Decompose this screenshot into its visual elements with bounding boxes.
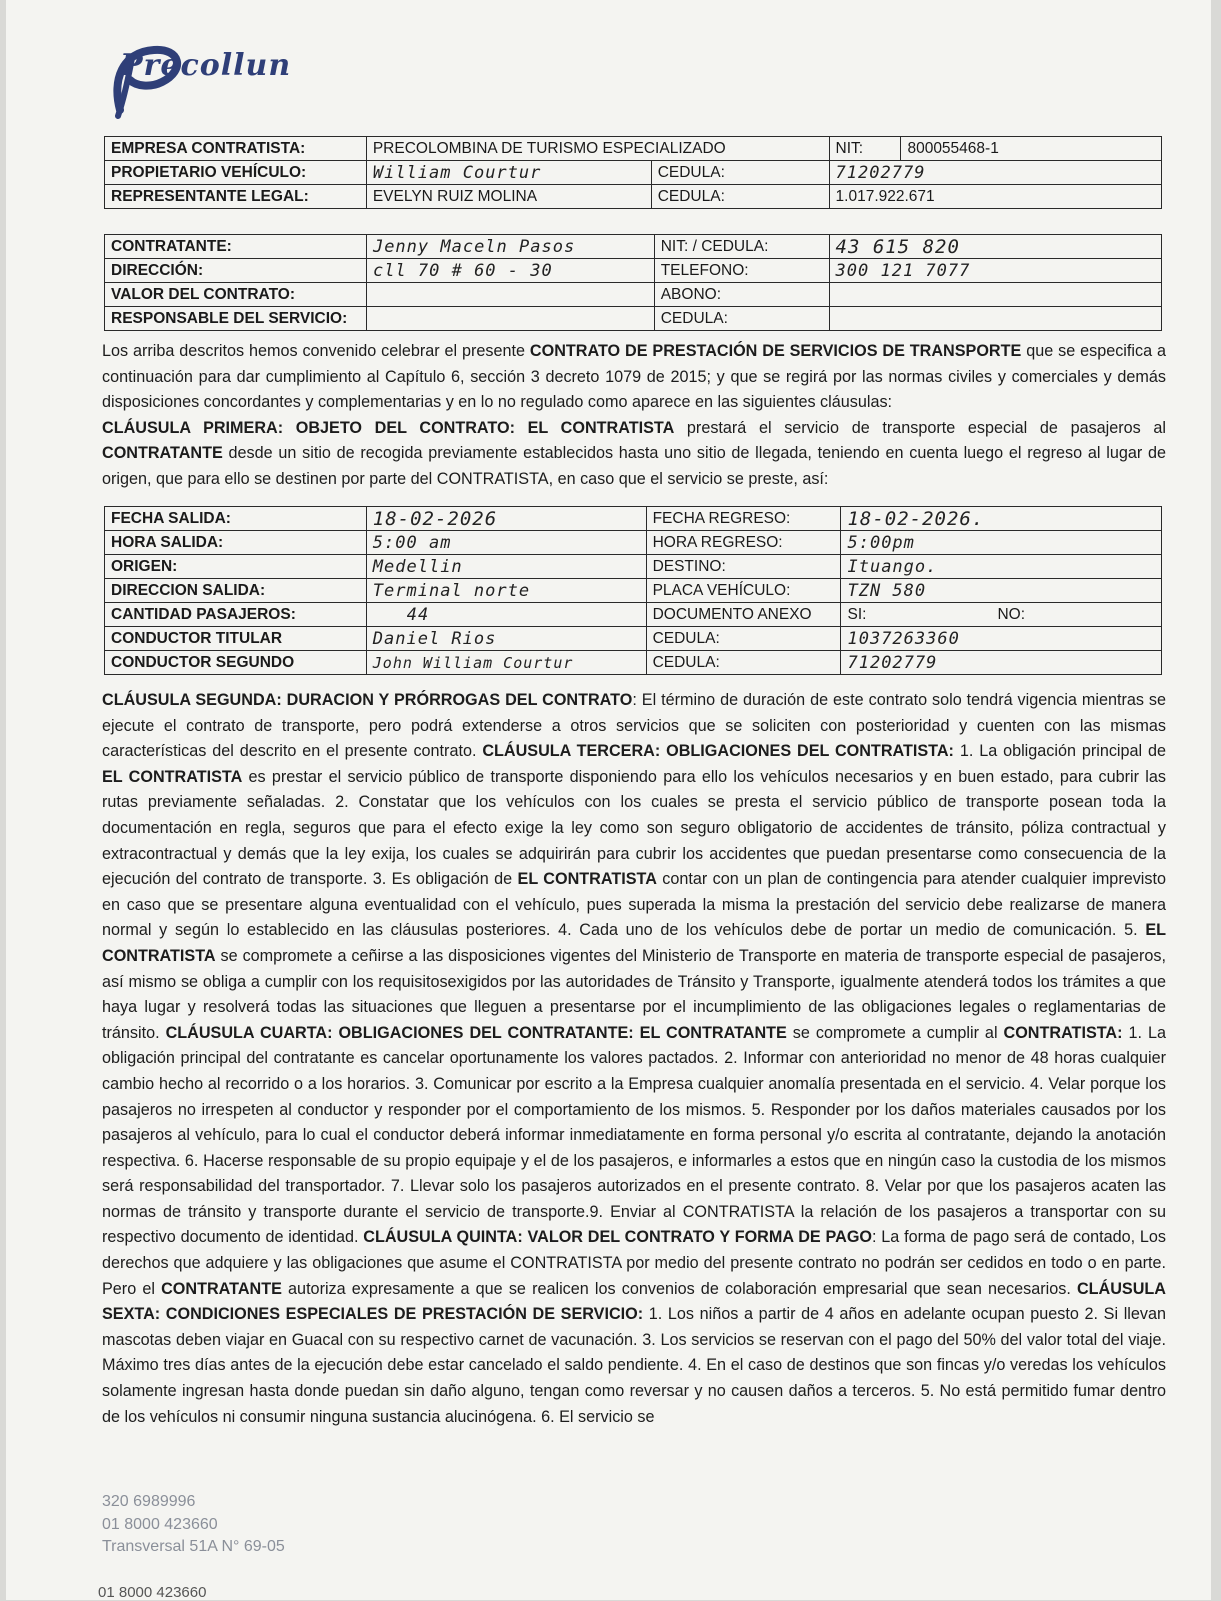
origen-label: ORIGEN:: [105, 555, 367, 579]
clause-3-bold: EL CONTRATISTA: [102, 767, 243, 786]
table-row: [105, 137, 1162, 161]
table-row: [105, 579, 1162, 603]
propietario-label: PROPIETARIO VEHÍCULO:: [105, 161, 367, 185]
table-row: [105, 283, 1162, 307]
cantidad-value: 44: [366, 603, 646, 627]
company-logo-text: Precollun: [120, 48, 292, 83]
direccion-salida-value: Terminal norte: [366, 579, 646, 603]
placa-value: TZN 580: [841, 579, 1162, 603]
clause-3-bold: EL CONTRATISTA: [517, 870, 657, 889]
hora-regreso-value: 5:00pm: [841, 531, 1162, 555]
footer-address: Transversal 51A N° 69-05: [102, 1538, 285, 1555]
responsable-label: RESPONSABLE DEL SERVICIO:: [105, 307, 367, 331]
footer-phone-2: 01 8000 423660: [102, 1516, 218, 1533]
responsable-value: [366, 307, 654, 331]
hora-salida-label: HORA SALIDA:: [105, 531, 367, 555]
abono-label: ABONO:: [654, 283, 829, 307]
contract-page: [6, 0, 1211, 1600]
si-label: SI:: [847, 605, 867, 623]
table-row: [105, 555, 1162, 579]
documento-anexo-options: [841, 603, 1162, 627]
cantidad-label: CANTIDAD PASAJEROS:: [105, 603, 367, 627]
direccion-value: cll 70 # 60 - 30: [366, 259, 654, 283]
abono-value: [829, 283, 1161, 307]
contract-intro: [102, 339, 1166, 493]
telefono-label: TELEFONO:: [654, 259, 829, 283]
fecha-regreso-value: 18-02-2026.: [841, 507, 1162, 531]
hora-salida-value: 5:00 am: [366, 531, 646, 555]
intro-text-2: que se especifica a continuación para dar cumplimiento al Capítulo 6, sección 3 decreto 1079 de 2015; y que se regirá por las normas civiles y comerciales y demás disposiciones concordantes y complementarias y en lo no regulado como aparece en las siguientes cláusulas:: [102, 342, 1166, 412]
table-row: [105, 161, 1162, 185]
hora-regreso-label: HORA REGRESO:: [646, 531, 841, 555]
representante-value: EVELYN RUIZ MOLINA: [366, 185, 651, 209]
documento-anexo-label: DOCUMENTO ANEXO: [646, 603, 841, 627]
table-row: [105, 603, 1162, 627]
intro-title: CONTRATO DE PRESTACIÓN DE SERVICIOS DE TRANSPORTE: [529, 342, 1022, 360]
conductor-segundo-value: John William Courtur: [366, 651, 646, 675]
footer-bottom-phone: 01 8000 423660: [98, 1584, 207, 1601]
cedula-label: CEDULA:: [646, 627, 841, 651]
contratante-table: [104, 234, 1162, 331]
trip-details-table: [104, 506, 1162, 675]
clause-4-text: 1. La obligación principal del contratante es cancelar oportunamente los valores pactados. 2. Informar con anterioridad no menor de 48 horas cualquier cambio hecho al recorrido o a los horarios. 3. Comunicar por escrito a la Empresa cualquier anomalía presentada en el servicio. 4. Velar porque los pasajeros no irrespeten al conductor y responder por el comportamiento de los mismos. 5. Responder por los daños materiales causados por los pasajeros al vehículo, para lo cual el conductor deberá informar inmediatamente en forma personal y/o escrita al contratante, dejando la anotación respectiva. 6. Hacerse responsable de su propio equipaje y el de los pasajeros, e informarles a estos que en ningún caso la custodia de los mismos será responsabilidad del transportador. 7. Llevar solo los pasajeros autorizados en el presente contrato. 8. Velar por que los pasajeros acaten las normas de tránsito y transporte durante el servicio de transporte.9. Enviar al CONTRATISTA la relación de los pasajeros a transportar con su respectivo documento de identidad.: [102, 1023, 1166, 1247]
clause-3-text: 1. La obligación principal de: [953, 742, 1167, 761]
clause-3-title: CLÁUSULA TERCERA: OBLIGACIONES DEL CONTRATISTA:: [482, 742, 954, 761]
table-row: [105, 235, 1162, 259]
table-row: [105, 185, 1162, 209]
conductor-titular-label: CONDUCTOR TITULAR: [105, 627, 367, 651]
conductor-titular-cedula: 1037263360: [841, 627, 1162, 651]
nit-cedula-value: 43 615 820: [829, 235, 1161, 259]
clause-3-bold: EL CONTRATISTA: [102, 921, 1166, 965]
table-row: [105, 307, 1162, 331]
fecha-salida-label: FECHA SALIDA:: [105, 507, 367, 531]
clause-4-title: CLÁUSULA CUARTA: OBLIGACIONES DEL CONTRATANTE: EL CONTRATANTE: [165, 1023, 787, 1042]
table-row: [105, 507, 1162, 531]
clause-1-title: CLÁUSULA PRIMERA: OBJETO DEL CONTRATO: EL CONTRATISTA: [102, 418, 675, 437]
nit-value: 800055468-1: [901, 137, 1162, 161]
contratante-label: CONTRATANTE:: [105, 235, 367, 259]
destino-label: DESTINO:: [646, 555, 841, 579]
table-row: [105, 259, 1162, 283]
representante-cedula: 1.017.922.671: [829, 185, 1161, 209]
valor-label: VALOR DEL CONTRATO:: [105, 283, 367, 307]
conductor-titular-value: Daniel Rios: [366, 627, 646, 651]
clause-6-text: 1. Los niños a partir de 4 años en adelante ocupan puesto 2. Si llevan mascotas deben viajar en Guacal con su respectivo carnet de vacunación. 3. Los servicios se reservan con el pago del 50% del valor total del viaje. Máximo tres días antes de la ejecución debe estar cancelado el saldo pendiente. 4. En el caso de destinos que son fincas y/o veredas los vehículos solamente ingresan hasta donde puedan sin daño alguno, tengan como reversar y no causen daños a terceros. 5. No está permitido fumar dentro de los vehículos ni consumir ninguna sustancia alucinógena. 6. El servicio se: [102, 1305, 1167, 1426]
clause-5-bold: CONTRATANTE: [161, 1279, 282, 1298]
clause-2-text: : El término de duración de este contrato solo tendrá vigencia mientras se ejecute el contrato de transporte, pero podrá extenderse a otros servicios que se soliciten con posterioridad y cuenten con las mismas características del descrito en el presente contrato.: [102, 691, 1166, 761]
company-info-table: [104, 136, 1162, 209]
cedula-label: CEDULA:: [651, 185, 829, 209]
conductor-segundo-label: CONDUCTOR SEGUNDO: [105, 651, 367, 675]
contratante-value: Jenny Maceln Pasos: [366, 235, 654, 259]
clause-3-text: se compromete a ceñirse a las disposiciones vigentes del Ministerio de Transporte en materia de transporte especial de pasajeros, así mismo se obliga a cumplir con los requisitosexigidos por las autoridades de Tránsito y Transporte, igualmente atenderá todos los trámites a que haya lugar y resolverá todas las situaciones que lleguen a presentarse por el incumplimiento de las obligaciones legales o reglamentarias de tránsito.: [102, 946, 1166, 1042]
clause-6-title: CLÁUSULA SEXTA: CONDICIONES ESPECIALES DE PRESTACIÓN DE SERVICIO:: [102, 1279, 1166, 1324]
clause-4-text: se compromete a cumplir al: [786, 1023, 1004, 1042]
telefono-value: 300 121 7077: [829, 259, 1161, 283]
destino-value: Ituango.: [841, 555, 1162, 579]
valor-value: [366, 283, 654, 307]
cedula-label: CEDULA:: [651, 161, 829, 185]
fecha-salida-value: 18-02-2026: [366, 507, 646, 531]
propietario-value: William Courtur: [366, 161, 651, 185]
clause-1-text-2: desde un sitio de recogida previamente establecidos hasta uno sitio de llegada, teniendo en cuenta luego el regreso al lugar de origen, que para ello se destinen por parte del CONTRATISTA, en caso que el servicio se preste, así:: [102, 444, 1166, 488]
no-label: NO:: [997, 605, 1025, 623]
cedula-label: CEDULA:: [654, 307, 829, 331]
clause-3-text: es prestar el servicio público de transporte disponiendo para ello los vehículos necesarios y en buen estado, para cubrir las rutas previamente señaladas. 2. Constatar que los vehículos con los cuales se presta el servicio público de transporte posean toda la documentación en regla, seguros que para el efecto exige la ley como son seguro obligatorio de accidentes de tránsito, póliza contractual y extracontractual y demás que la ley exija, los cuales se adquirirán para cubrir los accidentes que puedan presentarse como consecuencia de la ejecución del contrato de transporte. 3. Es obligación de: [102, 767, 1166, 889]
propietario-cedula: 71202779: [829, 161, 1161, 185]
direccion-label: DIRECCIÓN:: [105, 259, 367, 283]
clause-2-title: CLÁUSULA SEGUNDA: DURACION Y PRÓRROGAS DEL CONTRATO: [102, 691, 633, 709]
conductor-segundo-cedula: 71202779: [841, 651, 1162, 675]
origen-value: Medellin: [366, 555, 646, 579]
responsable-cedula: [829, 307, 1161, 331]
clause-5-title: CLÁUSULA QUINTA: VALOR DEL CONTRATO Y FORMA DE PAGO: [363, 1228, 872, 1247]
table-row: [105, 651, 1162, 675]
placa-label: PLACA VEHÍCULO:: [646, 579, 841, 603]
table-row: [105, 627, 1162, 651]
footer-phone-1: 320 6989996: [102, 1493, 196, 1510]
clause-3-text: contar con un plan de contingencia para atender cualquier imprevisto en caso que se presentare alguna eventualidad con el vehículo, pues superada la misma la prestación del servicio debe realizarse de manera normal y según lo establecido en las cláusulas posteriores. 4. Cada uno de los vehículos debe de portar un medio de comunicación. 5.: [102, 870, 1166, 940]
clause-5-text: autoriza expresamente a que se realicen los convenios de colaboración empresarial que sean necesarios.: [281, 1279, 1077, 1298]
clause-1-text: prestará el servicio de transporte especial de pasajeros al: [674, 418, 1166, 437]
direccion-salida-label: DIRECCION SALIDA:: [105, 579, 367, 603]
fecha-regreso-label: FECHA REGRESO:: [646, 507, 841, 531]
intro-text: Los arriba descritos hemos convenido celebrar el presente: [102, 342, 530, 360]
nit-cedula-label: NIT: / CEDULA:: [654, 235, 829, 259]
cedula-label: CEDULA:: [646, 651, 841, 675]
representante-label: REPRESENTANTE LEGAL:: [105, 185, 367, 209]
clause-4-bold: CONTRATISTA:: [1003, 1023, 1123, 1042]
clause-1-contratante: CONTRATANTE: [102, 444, 223, 463]
nit-label: NIT:: [829, 137, 901, 161]
empresa-label: EMPRESA CONTRATISTA:: [105, 137, 367, 161]
empresa-value: PRECOLOMBINA DE TURISMO ESPECIALIZADO: [366, 137, 829, 161]
table-row: [105, 531, 1162, 555]
contract-clauses: [102, 688, 1166, 1430]
clause-5-text: : La forma de pago será de contado, Los derechos que adquiere y las obligaciones que asume el CONTRATISTA por medio del presente contrato no podrán ser cedidos en todo o en parte. Pero el: [102, 1228, 1166, 1298]
